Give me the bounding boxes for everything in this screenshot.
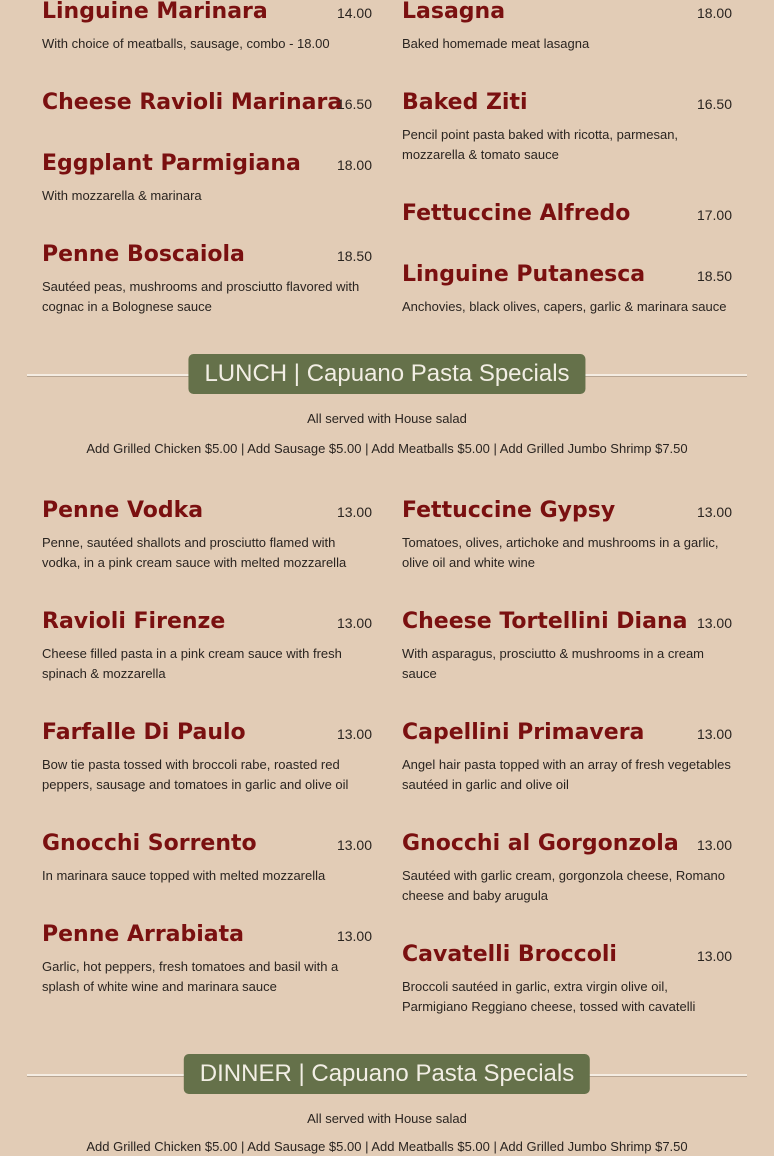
item-name: Gnocchi al Gorgonzola [402,831,679,856]
item-name: Linguine Marinara [42,0,268,24]
item-name: Penne Boscaiola [42,242,245,267]
item-price: 13.00 [696,615,732,631]
item-price: 14.00 [336,5,372,21]
item-description: With choice of meatballs, sausage, combo - 18.00 [42,36,330,51]
item-price: 17.00 [696,207,732,223]
item-description: Baked homemade meat lasagna [402,36,590,51]
item-price: 16.50 [696,96,732,112]
item-name: Cheese Ravioli Marinara [42,90,343,115]
item-description: Angel hair pasta topped with an array of fresh vegetables sautéed in garlic and olive oil [402,757,731,792]
item-name: Fettuccine Gypsy [402,498,616,523]
item-description: Sautéed peas, mushrooms and prosciutto flavored with cognac in a Bolognese sauce [42,279,360,314]
item-price: 13.00 [336,928,372,944]
item-description: With mozzarella & marinara [42,188,202,203]
dinner-section-banner: DINNER | Capuano Pasta Specials [184,1054,590,1094]
item-description: With asparagus, prosciutto & mushrooms in a cream sauce [402,646,705,681]
item-description: Bow tie pasta tossed with broccoli rabe, roasted red peppers, sausage and tomatoes in garlic and olive oil [42,757,349,792]
item-name: Penne Vodka [42,498,204,523]
item-price: 13.00 [696,948,732,964]
item-price: 18.00 [696,5,732,21]
lunch-addons-note: Add Grilled Chicken $5.00 | Add Sausage $5.00 | Add Meatballs $5.00 | Add Grilled Jumbo Shrimp $7.50 [86,441,688,456]
dinner-addons-note: Add Grilled Chicken $5.00 | Add Sausage $5.00 | Add Meatballs $5.00 | Add Grilled Jumbo Shrimp $7.50 [86,1139,688,1154]
item-name: Eggplant Parmigiana [42,151,301,176]
item-price: 13.00 [696,726,732,742]
item-name: Gnocchi Sorrento [42,831,257,856]
item-price: 18.50 [336,248,372,264]
item-name: Lasagna [402,0,506,24]
item-description: Pencil point pasta baked with ricotta, parmesan, mozzarella & tomato sauce [402,127,679,162]
item-price: 18.00 [336,157,372,173]
item-description: Broccoli sautéed in garlic, extra virgin olive oil, Parmigiano Reggiano cheese, tossed with cavatelli [402,979,696,1014]
item-price: 13.00 [336,504,372,520]
item-description: Sautéed with garlic cream, gorgonzola cheese, Romano cheese and baby arugula [402,868,726,903]
item-name: Capellini Primavera [402,720,645,745]
item-price: 16.50 [336,96,372,112]
item-description: In marinara sauce topped with melted mozzarella [42,868,326,883]
item-name: Penne Arrabiata [42,922,245,947]
item-name: Farfalle Di Paulo [42,720,246,745]
lunch-salad-note: All served with House salad [307,411,467,426]
item-name: Cavatelli Broccoli [402,942,617,967]
item-price: 13.00 [336,615,372,631]
item-price: 13.00 [696,504,732,520]
item-name: Cheese Tortellini Diana [402,609,688,634]
item-name: Linguine Putanesca [402,262,646,287]
item-name: Ravioli Firenze [42,609,226,634]
item-name: Baked Ziti [402,90,528,115]
item-description: Tomatoes, olives, artichoke and mushrooms in a garlic, olive oil and white wine [402,535,719,570]
item-price: 13.00 [336,837,372,853]
item-price: 13.00 [696,837,732,853]
item-description: Cheese filled pasta in a pink cream sauce with fresh spinach & mozzarella [42,646,342,681]
item-description: Penne, sautéed shallots and prosciutto flamed with vodka, in a pink cream sauce with melted mozzarella [42,535,347,570]
item-description: Garlic, hot peppers, fresh tomatoes and basil with a splash of white wine and marinara sauce [42,959,339,994]
item-description: Anchovies, black olives, capers, garlic & marinara sauce [402,299,727,314]
lunch-section-banner: LUNCH | Capuano Pasta Specials [188,354,585,394]
item-price: 18.50 [696,268,732,284]
item-name: Fettuccine Alfredo [402,201,631,226]
dinner-salad-note: All served with House salad [307,1111,467,1126]
item-price: 13.00 [336,726,372,742]
